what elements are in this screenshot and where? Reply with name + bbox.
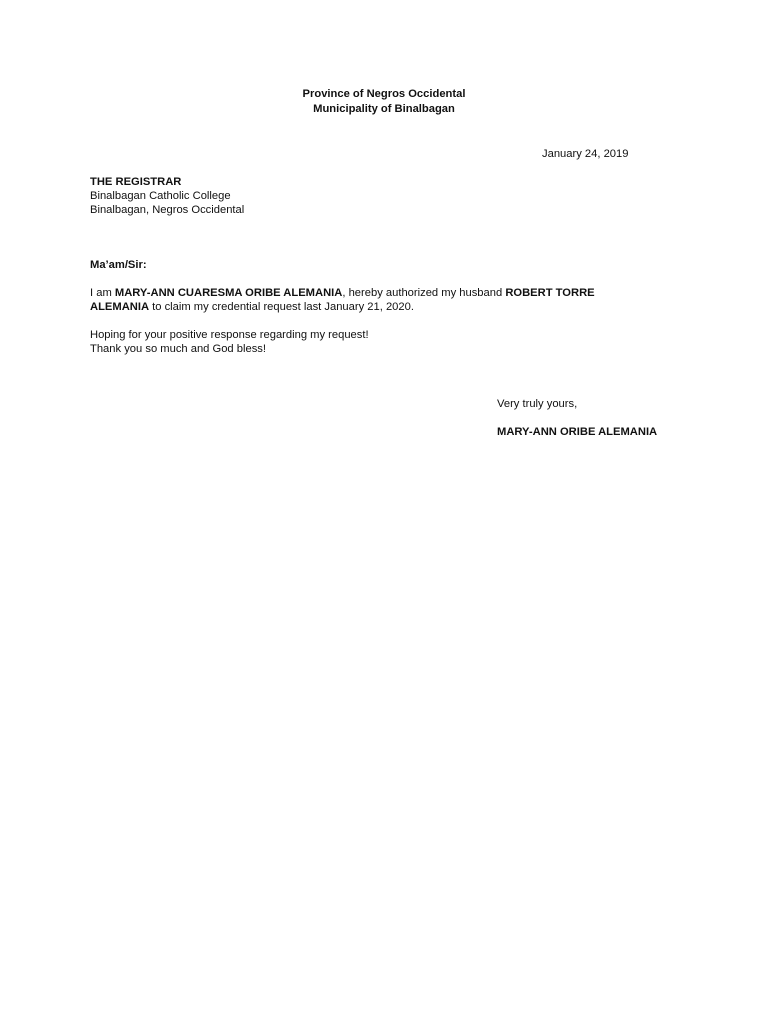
- body-paragraph-1-line-2: [90, 300, 414, 314]
- author-full-name: MARY-ANN CUARESMA ORIBE ALEMANIA: [114, 287, 343, 299]
- husband-name-part-1: ROBERT TORRE: [505, 287, 595, 299]
- header-province: Province of Negros Occidental: [302, 88, 466, 100]
- closing-valediction: Very truly yours,: [497, 398, 578, 410]
- header-municipality: Municipality of Binalbagan: [313, 103, 455, 115]
- body-end: to claim my credential request last January 21, 2020.: [149, 301, 414, 313]
- body-intro: I am: [90, 287, 115, 299]
- body-paragraph-2-line-2: Thank you so much and God bless!: [90, 343, 266, 355]
- letter-date: January 24, 2019: [542, 148, 629, 160]
- husband-name-part-2: ALEMANIA: [90, 301, 150, 313]
- body-paragraph-2-line-1: Hoping for your positive response regarding my request!: [90, 329, 369, 341]
- salutation: Ma’am/Sir:: [90, 259, 147, 271]
- body-paragraph-1-line-1: [90, 286, 595, 300]
- recipient-title: THE REGISTRAR: [90, 176, 182, 188]
- recipient-address: Binalbagan, Negros Occidental: [90, 204, 245, 216]
- closing-signatory: MARY-ANN ORIBE ALEMANIA: [497, 426, 658, 438]
- recipient-institution: Binalbagan Catholic College: [90, 190, 231, 202]
- body-mid: , hereby authorized my husband: [342, 287, 506, 299]
